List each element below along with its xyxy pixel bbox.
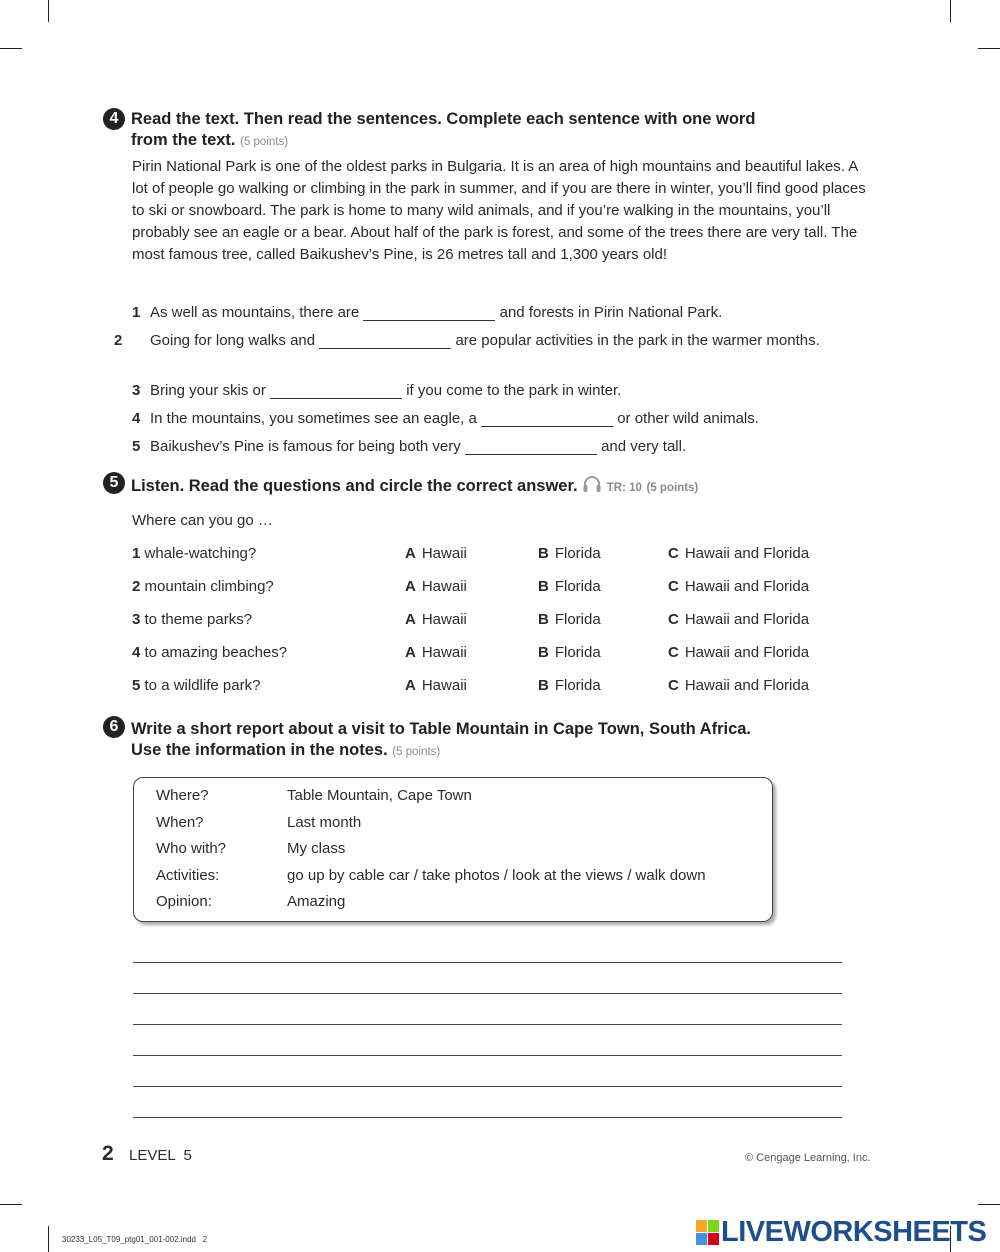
option-b[interactable]: B Florida xyxy=(538,611,601,628)
sentence-text: Bring your skis or xyxy=(150,382,266,399)
question-text: 2 mountain climbing? xyxy=(132,578,274,595)
option-b[interactable]: B Florida xyxy=(538,644,601,661)
note-row xyxy=(156,787,472,804)
sentence-text: Going for long walks and xyxy=(150,332,316,349)
headphones-icon xyxy=(582,475,602,493)
file-name: 30233_L05_T09_ptg01_001-002.indd 2 xyxy=(62,1235,208,1244)
heading-text: Write a short report about a visit to Table Mountain in Cape Town, South Africa. xyxy=(131,720,752,738)
question-row xyxy=(132,545,852,562)
writing-line[interactable] xyxy=(133,1033,842,1056)
answer-blank[interactable] xyxy=(363,306,495,321)
note-value: My class xyxy=(287,840,346,857)
crop-mark xyxy=(48,0,49,22)
answer-blank[interactable] xyxy=(319,334,451,349)
answer-blank[interactable] xyxy=(270,384,402,399)
sentence-item xyxy=(132,408,832,430)
points-label: (5 points) xyxy=(646,482,699,494)
copyright: © Cengage Learning, Inc. xyxy=(745,1152,871,1164)
exercise-6-heading xyxy=(131,719,751,763)
heading-text: Listen. Read the questions and circle the correct answer. xyxy=(131,477,578,495)
note-value: Last month xyxy=(287,814,362,831)
question-text: 5 to a wildlife park? xyxy=(132,677,261,694)
question-text: 3 to theme parks? xyxy=(132,611,253,628)
question-text: 4 to amazing beaches? xyxy=(132,644,288,661)
note-row xyxy=(156,814,362,831)
sentence-item xyxy=(132,380,832,402)
note-row xyxy=(156,867,706,884)
note-value: Table Mountain, Cape Town xyxy=(287,787,472,804)
note-label: When? xyxy=(156,814,204,831)
sentence-text: are popular activities in the park in the warmer months. xyxy=(455,332,820,349)
exercise-4-heading xyxy=(131,109,755,153)
writing-line[interactable] xyxy=(133,1095,842,1118)
note-label: Who with? xyxy=(156,840,227,857)
page-number: 2 xyxy=(102,1142,114,1165)
option-b[interactable]: B Florida xyxy=(538,578,601,595)
writing-line[interactable] xyxy=(133,1002,842,1025)
sentence-text: if you come to the park in winter. xyxy=(406,382,622,399)
item-number: 2 xyxy=(114,332,123,349)
option-a[interactable]: A Hawaii xyxy=(405,677,467,694)
logo-mark-icon xyxy=(696,1220,719,1245)
heading-text: from the text. xyxy=(131,131,236,149)
crop-mark xyxy=(48,1226,49,1252)
exercise-number-badge: 5 xyxy=(103,472,125,494)
sentence-item xyxy=(132,436,832,458)
liveworksheets-logo xyxy=(696,1216,986,1249)
heading-text: Read the text. Then read the sentences. Complete each sentence with one word xyxy=(131,110,756,128)
track-label: TR: 10 xyxy=(606,482,642,494)
exercise-number-badge: 4 xyxy=(103,108,125,130)
sentence-text: As well as mountains, there are xyxy=(150,304,360,321)
points-label: (5 points) xyxy=(240,136,289,148)
sentence-item xyxy=(132,302,832,324)
item-number: 5 xyxy=(132,438,141,455)
item-number: 3 xyxy=(132,382,141,399)
crop-mark xyxy=(950,0,951,22)
note-label: Activities: xyxy=(156,867,220,884)
option-c[interactable]: C Hawaii and Florida xyxy=(668,677,810,694)
note-value: go up by cable car / take photos / look at the views / walk down xyxy=(287,867,706,884)
note-label: Opinion: xyxy=(156,893,212,910)
option-a[interactable]: A Hawaii xyxy=(405,611,467,628)
note-row xyxy=(156,893,346,910)
answer-blank[interactable] xyxy=(465,440,597,455)
option-c[interactable]: C Hawaii and Florida xyxy=(668,545,810,562)
exercise-number-badge: 6 xyxy=(103,716,125,738)
answer-blank[interactable] xyxy=(481,412,613,427)
exercise-5-heading xyxy=(131,475,698,499)
sentence-text: Baikushev’s Pine is famous for being both very xyxy=(150,438,461,455)
option-a[interactable]: A Hawaii xyxy=(405,545,467,562)
question-row xyxy=(132,644,852,661)
points-label: (5 points) xyxy=(392,746,441,758)
note-row xyxy=(156,840,346,857)
crop-mark xyxy=(0,1204,22,1205)
brand-name: LIVEWORKSHEETS xyxy=(721,1216,987,1248)
level-label: LEVEL 5 xyxy=(129,1147,192,1164)
option-c[interactable]: C Hawaii and Florida xyxy=(668,578,810,595)
sentence-item xyxy=(114,330,830,352)
option-a[interactable]: A Hawaii xyxy=(405,578,467,595)
question-row xyxy=(132,677,852,694)
sentence-text: In the mountains, you sometimes see an eagle, a xyxy=(150,410,477,427)
sentence-text: and very tall. xyxy=(601,438,687,455)
item-number: 4 xyxy=(132,410,141,427)
note-value: Amazing xyxy=(287,893,346,910)
writing-line[interactable] xyxy=(133,940,842,963)
reading-passage: Pirin National Park is one of the oldest parks in Bulgaria. It is an area of high mountains and beautiful lakes. A lot of people go walking or climbing in the park in summer, and if you are there in winter, you’ll find good places to ski or snowboard. The park is home to many wild animals, and if you’re walking in the mountains, you’ll probably see an eagle or a bear. About half of the park is forest, and some of the trees there are very tall. The most famous tree, called Baikushev’s Pine, is 26 metres tall and 1,300 years old! xyxy=(132,158,866,263)
item-number: 1 xyxy=(132,304,141,321)
crop-mark xyxy=(978,1204,1000,1205)
question-text: 1 whale-watching? xyxy=(132,545,257,562)
option-b[interactable]: B Florida xyxy=(538,677,601,694)
writing-line[interactable] xyxy=(133,1064,842,1087)
option-c[interactable]: C Hawaii and Florida xyxy=(668,644,810,661)
note-label: Where? xyxy=(156,787,209,804)
sentence-text: and forests in Pirin National Park. xyxy=(499,304,723,321)
crop-mark xyxy=(0,48,22,49)
heading-text: Use the information in the notes. xyxy=(131,741,388,759)
notes-box xyxy=(133,777,773,922)
question-intro: Where can you go … xyxy=(132,512,273,529)
question-row xyxy=(132,611,852,628)
question-row xyxy=(132,578,852,595)
sentence-text: or other wild animals. xyxy=(617,410,759,427)
option-a[interactable]: A Hawaii xyxy=(405,644,467,661)
option-b[interactable]: B Florida xyxy=(538,545,601,562)
crop-mark xyxy=(978,48,1000,49)
writing-line[interactable] xyxy=(133,971,842,994)
option-c[interactable]: C Hawaii and Florida xyxy=(668,611,810,628)
